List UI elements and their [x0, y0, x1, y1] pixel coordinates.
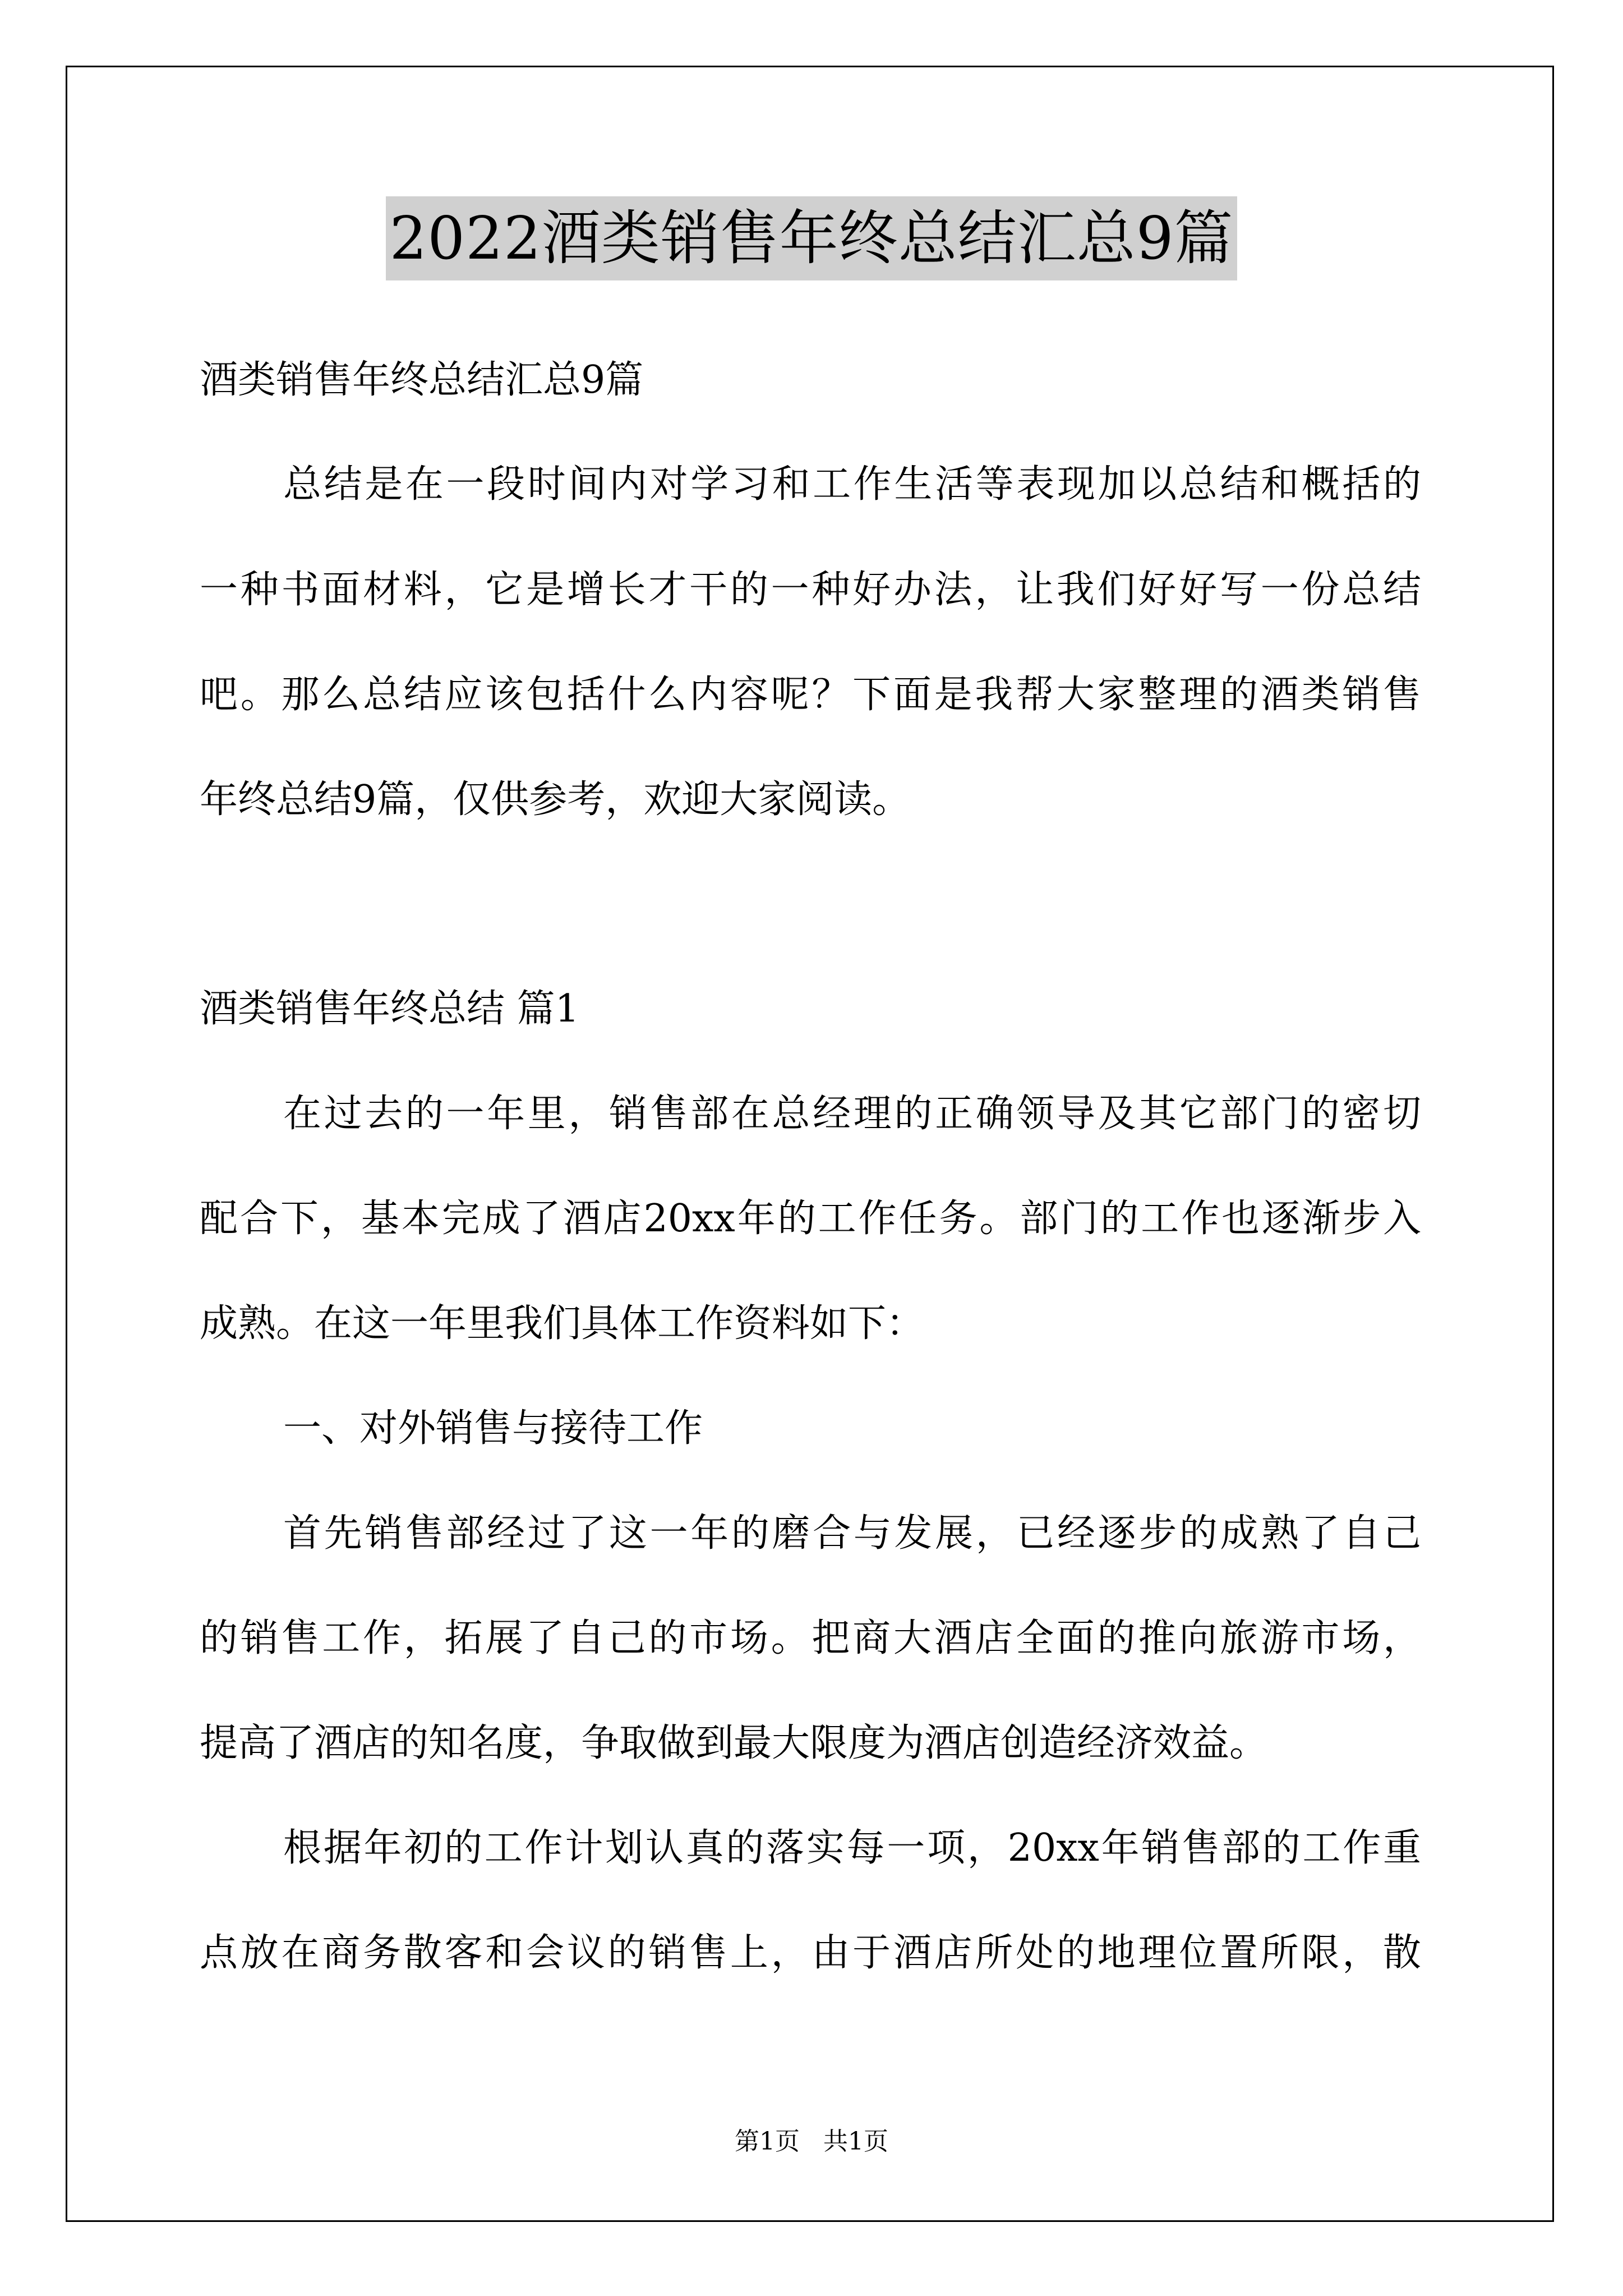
- section-heading: 酒类销售年终总结 篇1: [200, 987, 579, 1031]
- paragraph-1-line-2: 配合下，基本完成了酒店20xx年的工作任务。部门的工作也逐渐步入: [200, 1197, 1421, 1241]
- intro-line-1: 总结是在一段时间内对学习和工作生活等表现加以总结和概括的: [283, 462, 1421, 507]
- subheading: 一、对外销售与接待工作: [283, 1406, 703, 1451]
- paragraph-1-line-3: 成熟。在这一年里我们具体工作资料如下：: [200, 1301, 925, 1346]
- intro-line-4: 年终总结9篇，仅供参考，欢迎大家阅读。: [200, 777, 911, 822]
- document-title: 2022酒类销售年终总结汇总9篇: [386, 196, 1237, 280]
- paragraph-3-line-2: 点放在商务散客和会议的销售上，由于酒店所处的地理位置所限，散: [200, 1931, 1421, 1975]
- paragraph-1-line-1: 在过去的一年里，销售部在总经理的正确领导及其它部门的密切: [283, 1092, 1421, 1136]
- page-footer: 第1页 共1页: [735, 2127, 888, 2156]
- intro-line-2: 一种书面材料，它是增长才干的一种好办法，让我们好好写一份总结: [200, 568, 1421, 612]
- paragraph-3-line-1: 根据年初的工作计划认真的落实每一项，20xx年销售部的工作重: [283, 1826, 1421, 1870]
- document-title-container: [0, 196, 1623, 280]
- paragraph-2-line-3: 提高了酒店的知名度，争取做到最大限度为酒店创造经济效益。: [200, 1721, 1268, 1765]
- paragraph-2-line-2: 的销售工作，拓展了自己的市场。把商大酒店全面的推向旅游市场，: [200, 1616, 1421, 1660]
- paragraph-2-line-1: 首先销售部经过了这一年的磨合与发展，已经逐步的成熟了自己: [283, 1511, 1421, 1556]
- document-subtitle: 酒类销售年终总结汇总9篇: [200, 358, 644, 402]
- intro-line-3: 吧。那么总结应该包括什么内容呢？下面是我帮大家整理的酒类销售: [200, 673, 1421, 717]
